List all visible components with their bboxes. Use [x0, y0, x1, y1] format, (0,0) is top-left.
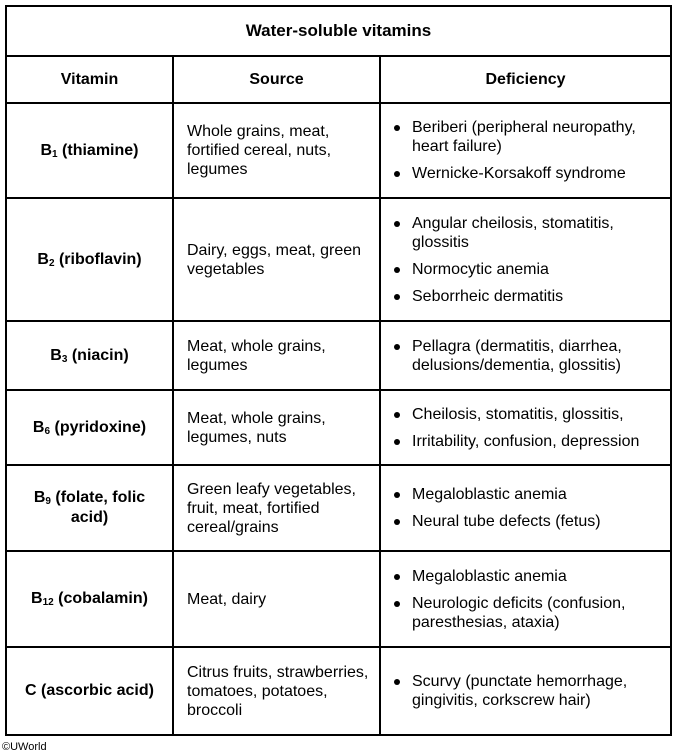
deficiency-cell	[380, 321, 671, 390]
vitamin-name: B	[32, 418, 45, 436]
vitamin-subscript: 6	[44, 425, 51, 437]
source-cell: Meat, dairy	[173, 551, 380, 647]
vitamin-name: B	[37, 250, 49, 268]
table-row	[6, 321, 671, 390]
vitamin-chemical-name: (folate, folic acid)	[50, 489, 146, 526]
vitamin-cell	[6, 103, 173, 198]
table-row	[6, 465, 671, 551]
vitamin-name: B	[31, 590, 43, 607]
vitamin-subscript: 2	[48, 257, 55, 269]
title-row	[6, 6, 671, 56]
vitamin-subscript: 1	[52, 148, 58, 160]
deficiency-cell	[380, 390, 671, 465]
table-row	[6, 551, 671, 647]
deficiency-item	[391, 672, 664, 710]
table-row	[6, 647, 671, 735]
deficiency-text: Pellagra (dermatitis, diarrhea, delusions/dementia, glossitis)	[412, 337, 622, 374]
vitamin-cell	[6, 551, 173, 647]
deficiency-text: Angular cheilosis, stomatitis, glossitis	[412, 214, 614, 251]
header-deficiency: Deficiency	[380, 56, 671, 103]
deficiency-item	[391, 260, 664, 279]
vitamin-cell	[6, 647, 173, 735]
bullet-icon	[394, 125, 400, 131]
source-cell: Citrus fruits, strawberries, tomatoes, potatoes, broccoli	[173, 647, 380, 735]
vitamin-subscript: 9	[45, 496, 51, 507]
bullet-icon	[394, 679, 400, 685]
bullet-icon	[394, 492, 400, 498]
deficiency-item	[391, 567, 664, 586]
deficiency-list	[391, 405, 664, 451]
deficiency-cell	[380, 465, 671, 551]
deficiency-cell	[380, 198, 671, 321]
vitamin-chemical-name: (riboflavin)	[54, 250, 142, 268]
vitamin-name: C (ascorbic acid)	[25, 682, 154, 699]
bullet-icon	[394, 601, 400, 607]
copyright-credit: ©UWorld	[2, 741, 47, 753]
bullet-icon	[394, 574, 400, 580]
deficiency-cell	[380, 647, 671, 735]
vitamin-subscript: 12	[42, 597, 54, 608]
deficiency-text: Neurologic deficits (confusion, paresthesias, ataxia)	[412, 594, 626, 631]
deficiency-list	[391, 214, 664, 306]
source-cell: Dairy, eggs, meat, green vegetables	[173, 198, 380, 321]
vitamin-chemical-name: (thiamine)	[57, 141, 139, 159]
source-cell: Meat, whole grains, legumes, nuts	[173, 390, 380, 465]
vitamin-name: B	[40, 141, 53, 159]
bullet-icon	[394, 344, 400, 350]
bullet-icon	[394, 221, 400, 227]
deficiency-item	[391, 485, 664, 504]
vitamin-chemical-name: (cobalamin)	[53, 590, 148, 607]
bullet-icon	[394, 267, 400, 273]
source-cell: Meat, whole grains, legumes	[173, 321, 380, 390]
deficiency-item	[391, 405, 664, 424]
bullet-icon	[394, 412, 400, 418]
deficiency-item	[391, 164, 664, 183]
header-source: Source	[173, 56, 380, 103]
deficiency-cell	[380, 103, 671, 198]
vitamin-cell	[6, 390, 173, 465]
deficiency-list	[391, 485, 664, 531]
vitamins-table	[5, 5, 672, 736]
deficiency-text: Neural tube defects (fetus)	[412, 513, 601, 530]
deficiency-item	[391, 337, 664, 375]
deficiency-text: Seborrheic dermatitis	[412, 287, 564, 305]
bullet-icon	[394, 519, 400, 525]
deficiency-text: Megaloblastic anemia	[412, 567, 567, 585]
vitamin-cell	[6, 465, 173, 551]
deficiency-item	[391, 214, 664, 252]
vitamin-cell	[6, 321, 173, 390]
header-vitamin: Vitamin	[6, 56, 173, 103]
deficiency-item	[391, 512, 664, 531]
bullet-icon	[394, 171, 400, 177]
table-title: Water-soluble vitamins	[6, 6, 671, 56]
deficiency-item	[391, 287, 664, 306]
deficiency-text: Irritability, confusion, depression	[412, 432, 640, 450]
deficiency-text: Normocytic anemia	[412, 260, 549, 278]
deficiency-list	[391, 672, 664, 710]
vitamin-name: B	[50, 346, 62, 364]
deficiency-list	[391, 567, 664, 632]
table-row	[6, 198, 671, 321]
header-row	[6, 56, 671, 103]
vitamin-subscript: 3	[61, 353, 68, 365]
deficiency-text: Megaloblastic anemia	[412, 486, 567, 503]
bullet-icon	[394, 439, 400, 445]
table-row	[6, 103, 671, 198]
deficiency-text: Cheilosis, stomatitis, glossitis,	[412, 405, 624, 423]
deficiency-item	[391, 432, 664, 451]
source-cell: Green leafy vegetables, fruit, meat, fortified cereal/grains	[173, 465, 380, 551]
source-cell: Whole grains, meat, fortified cereal, nuts, legumes	[173, 103, 380, 198]
bullet-icon	[394, 294, 400, 300]
deficiency-item	[391, 118, 664, 156]
deficiency-list	[391, 118, 664, 183]
table-body	[6, 103, 671, 735]
deficiency-item	[391, 594, 664, 632]
vitamin-name: B	[33, 489, 46, 506]
deficiency-cell	[380, 551, 671, 647]
vitamin-chemical-name: (pyridoxine)	[50, 418, 147, 436]
vitamin-chemical-name: (niacin)	[67, 346, 129, 364]
deficiency-text: Wernicke-Korsakoff syndrome	[412, 165, 626, 182]
vitamin-cell	[6, 198, 173, 321]
deficiency-text: Beriberi (peripheral neuropathy, heart failure)	[412, 119, 636, 155]
table-row	[6, 390, 671, 465]
deficiency-list	[391, 337, 664, 375]
deficiency-text: Scurvy (punctate hemorrhage, gingivitis, corkscrew hair)	[412, 673, 628, 709]
